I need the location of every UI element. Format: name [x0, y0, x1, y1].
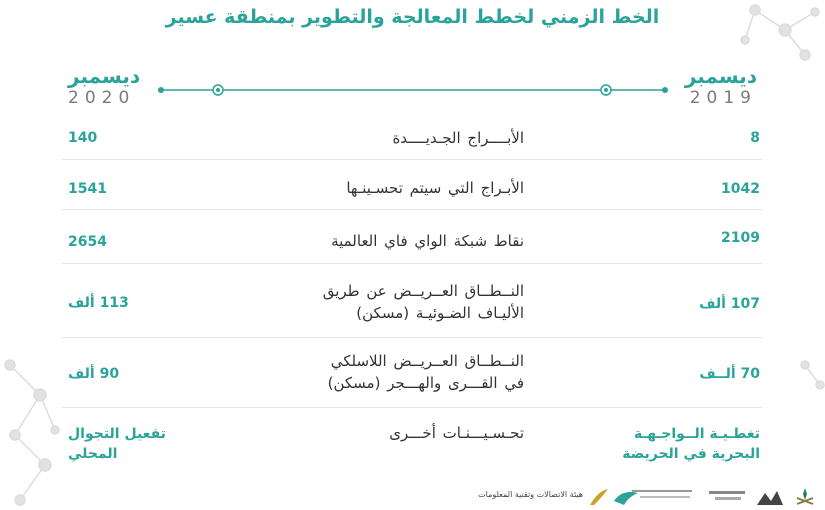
row-end-value: 90 ألف: [68, 366, 120, 382]
row-label: تحـسـيـــنـات أخـــرى: [389, 424, 524, 442]
row-label: الأبـراج التي سيتم تحسـينـها: [346, 179, 524, 197]
row-end-value: 2654: [68, 234, 107, 250]
end-date: [68, 64, 140, 108]
network-decoration-bottom-right-icon: [795, 355, 825, 395]
citc-logo: [478, 486, 583, 508]
row-label-line1: النــطــاق العــريــض عن طريق: [322, 282, 524, 300]
page-title: الخط الزمني لخطط المعالجة والتطوير بمنطقة عسير: [165, 6, 660, 28]
timeline-end-marker-core: [216, 88, 220, 92]
table-row: [62, 170, 762, 210]
row-label: نقاط شبكة الواي فاي العالمية: [331, 232, 524, 250]
end-month: ديسمبر: [68, 64, 141, 88]
row-end-value-line1: تفعيل التجوال: [68, 426, 166, 442]
start-month: ديسمبر: [684, 64, 757, 88]
timeline-end-dot: [158, 87, 164, 93]
bird-logo-icon: [612, 486, 640, 508]
mcit-logo-icon: [630, 484, 700, 506]
row-end-value: 1541: [68, 181, 107, 197]
table-row: [62, 416, 762, 466]
row-label: الأبــــراج الجـديــــدة: [392, 129, 524, 147]
row-label: [284, 280, 524, 324]
row-start-value-line2: البحرية في الحريضة: [622, 446, 760, 462]
timeline-start-dot: [662, 87, 668, 93]
row-end-value: 113 ألف: [68, 295, 129, 311]
row-start-value: 107 ألف: [699, 296, 760, 312]
row-start-value: 8: [750, 130, 760, 146]
start-date: [685, 64, 757, 108]
table-row: [62, 220, 762, 264]
network-decoration-bottom-left-icon: [0, 355, 65, 510]
table-row: [62, 122, 762, 160]
row-label-line2: في القـــرى والهـــجر (مسكن): [327, 374, 524, 392]
row-start-value: 70 ألــف: [699, 366, 760, 382]
row-label-line2: الأليـاف الضـوئيـة (مسكن): [356, 304, 524, 322]
row-start-value: 2109: [721, 230, 760, 246]
row-label: [284, 350, 524, 394]
table-row: [62, 276, 762, 338]
row-end-value: [68, 424, 166, 464]
timeline-line: [158, 82, 668, 98]
ministry-logo-icon: [755, 486, 785, 508]
row-start-value-line1: تغطـيـة الــواجـهـة: [633, 426, 760, 442]
saudi-emblem-logo-icon: [793, 486, 817, 508]
feather-logo-icon: [586, 486, 610, 508]
end-year: 2020: [68, 88, 136, 108]
row-start-value: [622, 424, 760, 464]
row-end-value: 140: [68, 130, 98, 146]
start-year: 2019: [689, 88, 757, 108]
timeline-start-marker-core: [604, 88, 608, 92]
table-row: [62, 346, 762, 408]
row-label-line1: النــطــاق العــريــض اللاسلكي: [330, 352, 524, 370]
row-start-value: 1042: [721, 181, 760, 197]
citc-logo-text: هيئة الاتصالات وتقنية المعلومات: [478, 490, 583, 499]
row-end-value-line2: المحلي: [68, 446, 118, 462]
aseer-development-logo-icon: [707, 484, 747, 506]
